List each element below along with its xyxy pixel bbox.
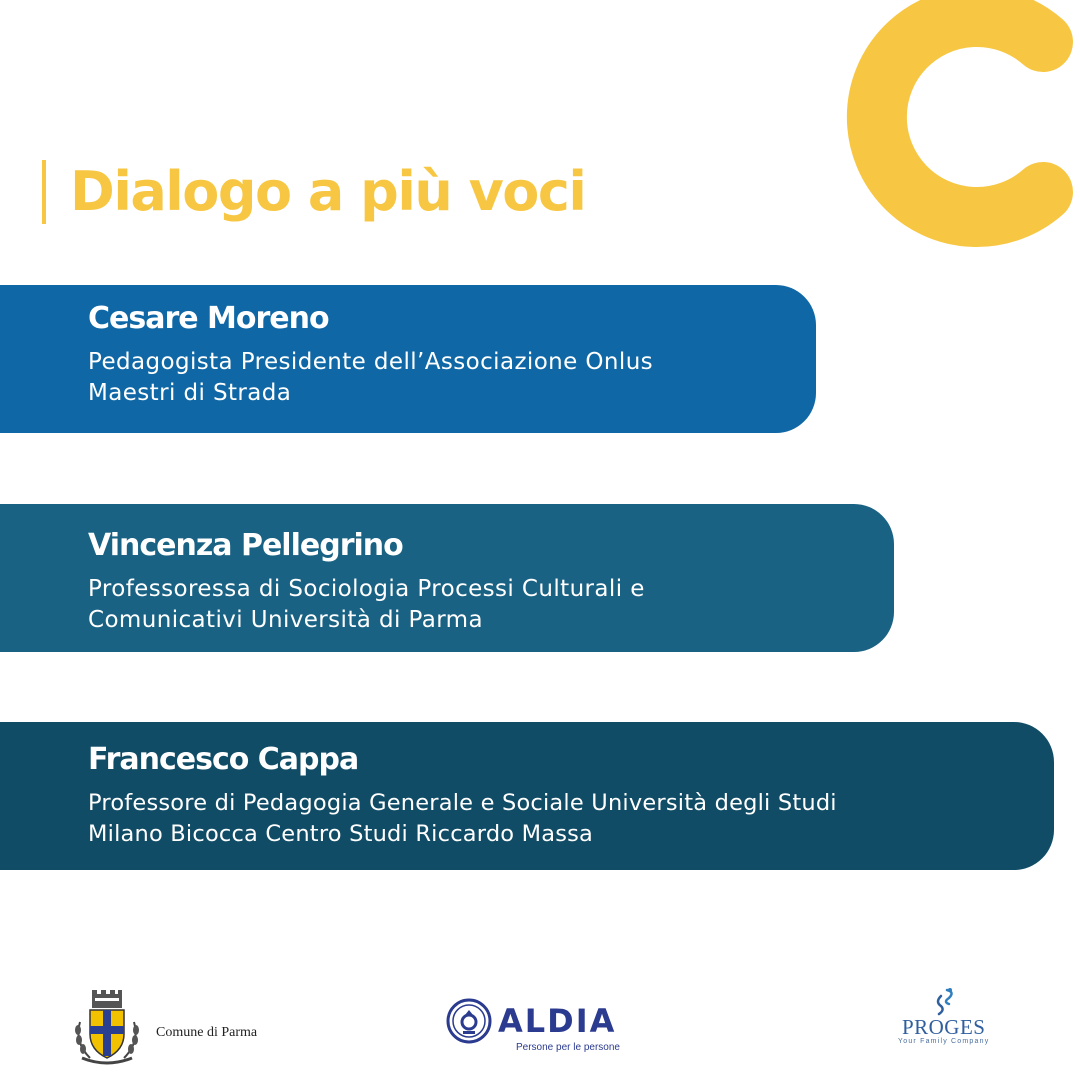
speaker-description	[88, 574, 894, 636]
proges-swirl-icon	[929, 986, 959, 1016]
coat-of-arms-icon	[68, 988, 146, 1068]
aldia-wordmark: ALDIA	[498, 1002, 617, 1040]
speaker-name: Cesare Moreno	[88, 301, 329, 336]
speaker-description-line: Comunicativi Università di Parma	[88, 607, 483, 633]
speaker-card	[0, 722, 1054, 870]
speaker-description-line: Milano Bicocca Centro Studi Riccardo Massa	[88, 821, 594, 847]
proges-logo	[898, 986, 989, 1045]
title-accent-bar	[42, 160, 46, 224]
aldia-logo	[446, 998, 620, 1053]
speaker-description-line: Maestri di Strada	[88, 380, 292, 406]
speaker-description	[88, 788, 1054, 850]
speaker-description	[88, 347, 816, 409]
speaker-card	[0, 285, 816, 433]
proges-wordmark: PROGES	[901, 1015, 986, 1039]
decorative-arc	[0, 0, 1080, 300]
page-title: Dialogo a più voci	[70, 160, 586, 223]
proges-tagline: Your Family Company	[898, 1038, 990, 1045]
speaker-name: Vincenza Pellegrino	[88, 528, 403, 563]
aldia-emblem-icon	[446, 998, 492, 1044]
speaker-name: Francesco Cappa	[88, 742, 359, 777]
comune-di-parma-label: Comune di Parma	[156, 1025, 258, 1040]
speaker-card	[0, 504, 894, 652]
speaker-description-line: Pedagogista Presidente dell’Associazione Onlus	[88, 349, 654, 375]
comune-di-parma-logo	[68, 988, 257, 1068]
aldia-tagline: Persone per le persone	[516, 1042, 620, 1053]
speaker-description-line: Professoressa di Sociologia Processi Culturali e	[88, 576, 645, 602]
speaker-description-line: Professore di Pedagogia Generale e Sociale Università degli Studi	[88, 790, 837, 816]
page-header	[42, 160, 585, 224]
